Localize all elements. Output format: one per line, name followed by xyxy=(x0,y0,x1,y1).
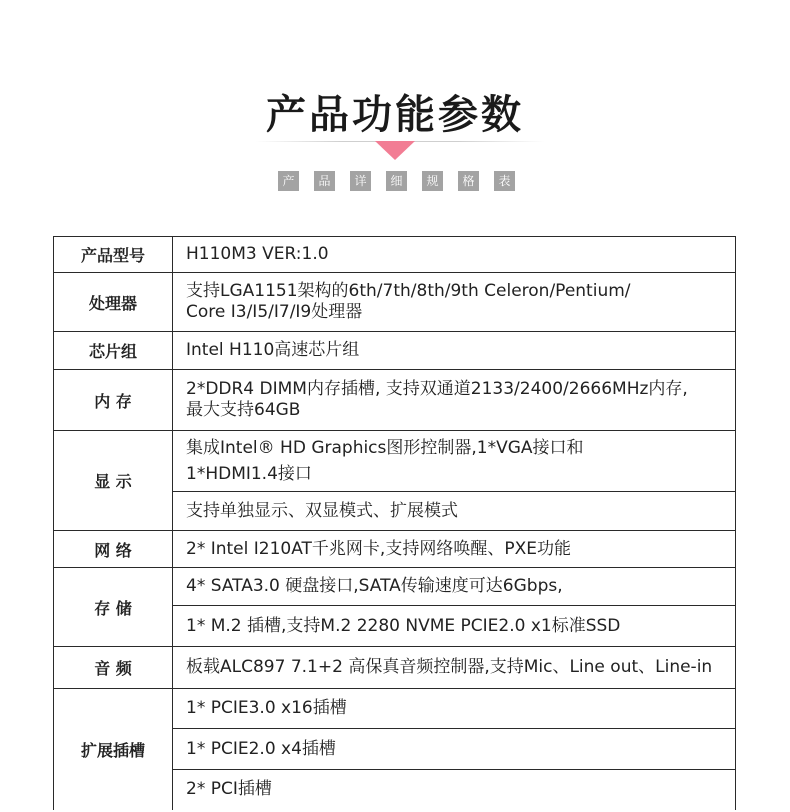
value-line: 1*HDMI1.4接口 xyxy=(186,464,312,484)
table-row xyxy=(54,531,736,568)
subtitle-char: 详 xyxy=(350,171,371,191)
row-label-audio: 音 频 xyxy=(54,647,173,689)
subtitle-char: 产 xyxy=(278,171,299,191)
row-value xyxy=(173,431,736,492)
value-line: 支持LGA1151架构的6th/7th/8th/9th Celeron/Pentium/ xyxy=(186,281,631,301)
value-line: Intel H110高速芯片组 xyxy=(186,340,360,360)
value-line: 2* Intel I210AT千兆网卡,支持网络唤醒、PXE功能 xyxy=(186,538,571,559)
value-line: 4* SATA3.0 硬盘接口,SATA传输速度可达6Gbps, xyxy=(186,576,563,596)
row-label-network: 网 络 xyxy=(54,531,173,568)
value-line: 板载ALC897 7.1+2 高保真音频控制器,支持Mic、Line out、Line-in xyxy=(186,657,713,677)
row-value xyxy=(173,332,736,370)
row-label-model: 产品型号 xyxy=(54,237,173,273)
subtitle-char: 品 xyxy=(314,171,335,191)
value-line: H110M3 VER:1.0 xyxy=(186,244,329,264)
row-value xyxy=(173,370,736,431)
value-line: 支持单独显示、双显模式、扩展模式 xyxy=(186,500,458,521)
row-label-storage: 存 储 xyxy=(54,568,173,647)
value-line: 2*DDR4 DIMM内存插槽, 支持双通道2133/2400/2666MHz内存, xyxy=(186,379,688,399)
row-value xyxy=(173,237,736,273)
table-row xyxy=(54,237,736,273)
subtitle-bar xyxy=(278,171,515,191)
value-line: 2* PCI插槽 xyxy=(186,779,272,800)
page-title: 产品功能参数 xyxy=(266,92,524,138)
table-row xyxy=(54,332,736,370)
row-value xyxy=(173,531,736,568)
row-label-display: 显 示 xyxy=(54,431,173,531)
table-row xyxy=(54,370,736,431)
table-row xyxy=(54,273,736,332)
value-line: 1* PCIE3.0 x16插槽 xyxy=(186,698,347,718)
row-value xyxy=(173,770,736,810)
table-row xyxy=(54,431,736,492)
row-label-expansion: 扩展插槽 xyxy=(54,689,173,810)
value-line: 1* M.2 插槽,支持M.2 2280 NVME PCIE2.0 x1标准SSD xyxy=(186,615,621,636)
value-line: 集成Intel® HD Graphics图形控制器,1*VGA接口和 xyxy=(186,438,584,458)
row-value xyxy=(173,568,736,606)
down-triangle-icon xyxy=(375,141,415,160)
spec-table xyxy=(53,236,736,810)
row-value xyxy=(173,729,736,770)
value-line: 最大支持64GB xyxy=(186,400,301,420)
subtitle-char: 规 xyxy=(422,171,443,191)
row-label-chipset: 芯片组 xyxy=(54,332,173,370)
row-value xyxy=(173,647,736,689)
value-line: 1* PCIE2.0 x4插槽 xyxy=(186,738,336,759)
row-value xyxy=(173,606,736,647)
row-label-memory: 内 存 xyxy=(54,370,173,431)
row-value xyxy=(173,273,736,332)
subtitle-char: 细 xyxy=(386,171,407,191)
value-line: Core I3/I5/I7/I9处理器 xyxy=(186,302,363,322)
table-row xyxy=(54,689,736,729)
table-row xyxy=(54,568,736,606)
subtitle-char: 格 xyxy=(458,171,479,191)
row-label-cpu: 处理器 xyxy=(54,273,173,332)
row-value xyxy=(173,689,736,729)
table-row xyxy=(54,647,736,689)
subtitle-char: 表 xyxy=(494,171,515,191)
row-value xyxy=(173,492,736,531)
